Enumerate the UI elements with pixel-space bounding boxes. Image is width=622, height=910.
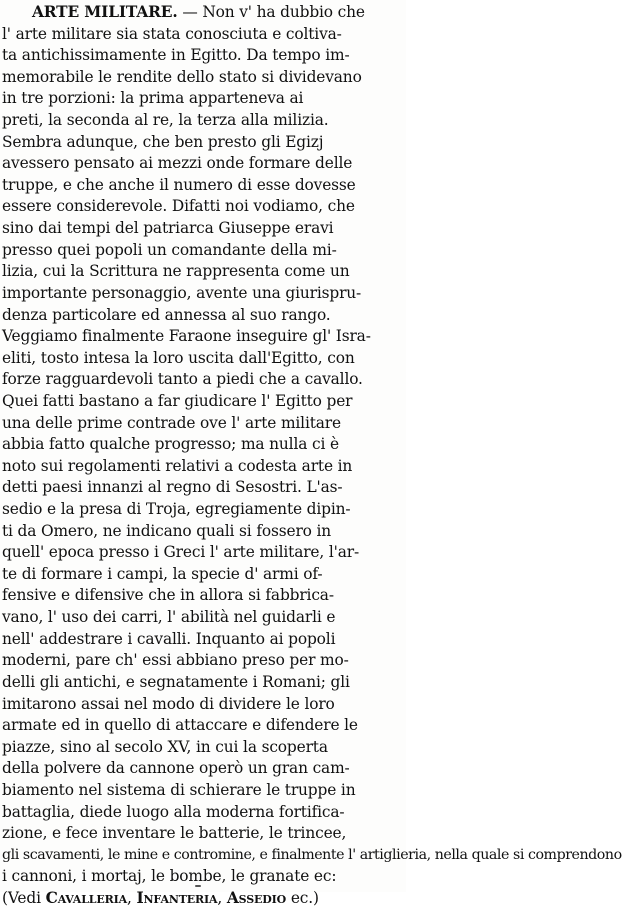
text-line: in tre porzioni: la prima apparteneva ai	[2, 89, 304, 108]
text-line: abbia fatto qualche progresso; ma nulla ci è	[2, 435, 339, 454]
text-line: truppe, e che anche il numero di esse dovesse	[2, 175, 356, 194]
article-heading: ARTE MILITARE.	[32, 3, 178, 21]
text-line: eliti, tosto intesa la loro uscita dall'Egitto, con	[2, 348, 355, 367]
text-line: i cannoni, i mortaj, le bombe, le granate ec:	[2, 867, 337, 886]
text-line: lizia, cui la Scrittura ne rappresenta come un	[2, 262, 350, 281]
text-line: presso quei popoli un comandante della mi-	[2, 240, 337, 259]
text-line: sedio e la presa di Troja, egregiamente dipin-	[2, 500, 351, 519]
text-line: battaglia, diede luogo alla moderna fortifica-	[2, 802, 345, 821]
text-line	[2, 2, 402, 24]
text-line: noto sui regolamenti relativi a codesta arte in	[2, 456, 353, 475]
page-mark	[195, 885, 201, 887]
text-line: importante personaggio, avente una giurispru-	[2, 283, 362, 302]
text-line: Sembra adunque, che ben presto gli Egizj	[2, 132, 324, 151]
text-line: detti paesi innanzi al regno di Sesostri. L'as-	[2, 478, 343, 497]
text-line: della polvere da cannone operò un gran cam-	[2, 759, 350, 778]
text-line: denza particolare ed annessa al suo rango.	[2, 305, 331, 324]
text-line: Veggiamo finalmente Faraone inseguire gl' Isra-	[2, 327, 371, 346]
text-line-segment: — Non v' ha dubbio che	[177, 3, 365, 21]
text-line: gli scavamenti, le mine e contromine, e finalmente l' artiglieria, nella quale si comprendono	[2, 846, 622, 863]
cross-reference-link[interactable]: Cavalleria	[45, 888, 127, 907]
text-line: nell' addestrare i cavalli. Inquanto ai popoli	[2, 629, 336, 648]
article-column	[2, 2, 622, 910]
final-suffix: ec.)	[286, 888, 319, 907]
text-line: ti da Omero, ne indicano quali si fossero in	[2, 521, 332, 540]
text-line: una delle prime contrade ove l' arte militare	[2, 413, 341, 432]
text-line: armate ed in quello di attaccare e difendere le	[2, 716, 358, 735]
text-line: biamento nel sistema di schierare le truppe in	[2, 780, 356, 799]
text-line: delli gli antichi, e segnatamente i Romani; gli	[2, 672, 350, 691]
text-line: moderni, pare ch' essi abbiano preso per mo-	[2, 651, 349, 670]
text-line: te di formare i campi, la specie d' armi of-	[2, 564, 323, 583]
text-line: fensive e difensive che in allora si fabbrica-	[2, 586, 334, 605]
cross-reference-link[interactable]: Assedio	[226, 888, 287, 907]
text-line: ta antichissimamente in Egitto. Da tempo im-	[2, 46, 350, 65]
text-line-final	[2, 888, 402, 910]
text-line: imitarono assai nel modo di dividere le loro	[2, 694, 335, 713]
separator: ,	[217, 888, 227, 907]
text-line: forze ragguardevoli tanto a piedi che a cavallo.	[2, 370, 363, 389]
final-prefix: (Vedi	[2, 888, 46, 907]
separator: ,	[126, 888, 137, 907]
text-line: quell' epoca presso i Greci l' arte militare, l'ar-	[2, 543, 360, 562]
text-line: essere considerevole. Difatti noi vodiamo, che	[2, 197, 355, 216]
text-line: memorabile le rendite dello stato si dividevano	[2, 67, 362, 86]
cross-reference-link[interactable]: Infanteria	[136, 888, 218, 907]
text-line: zione, e fece inventare le batterie, le trincee,	[2, 824, 347, 843]
text-line: vano, l' uso dei carri, l' abilità nel guidarli e	[2, 608, 336, 627]
text-line: avessero pensato ai mezzi onde formare delle	[2, 154, 353, 173]
text-line: Quei fatti bastano a far giudicare l' Egitto per	[2, 391, 353, 410]
text-line: l' arte militare sia stata conosciuta e coltiva-	[2, 24, 342, 43]
text-line: piazze, sino al secolo XV, in cui la scoperta	[2, 737, 328, 756]
text-line: preti, la seconda al re, la terza alla milizia.	[2, 111, 329, 130]
text-line: sino dai tempi del patriarca Giuseppe eravi	[2, 219, 334, 238]
